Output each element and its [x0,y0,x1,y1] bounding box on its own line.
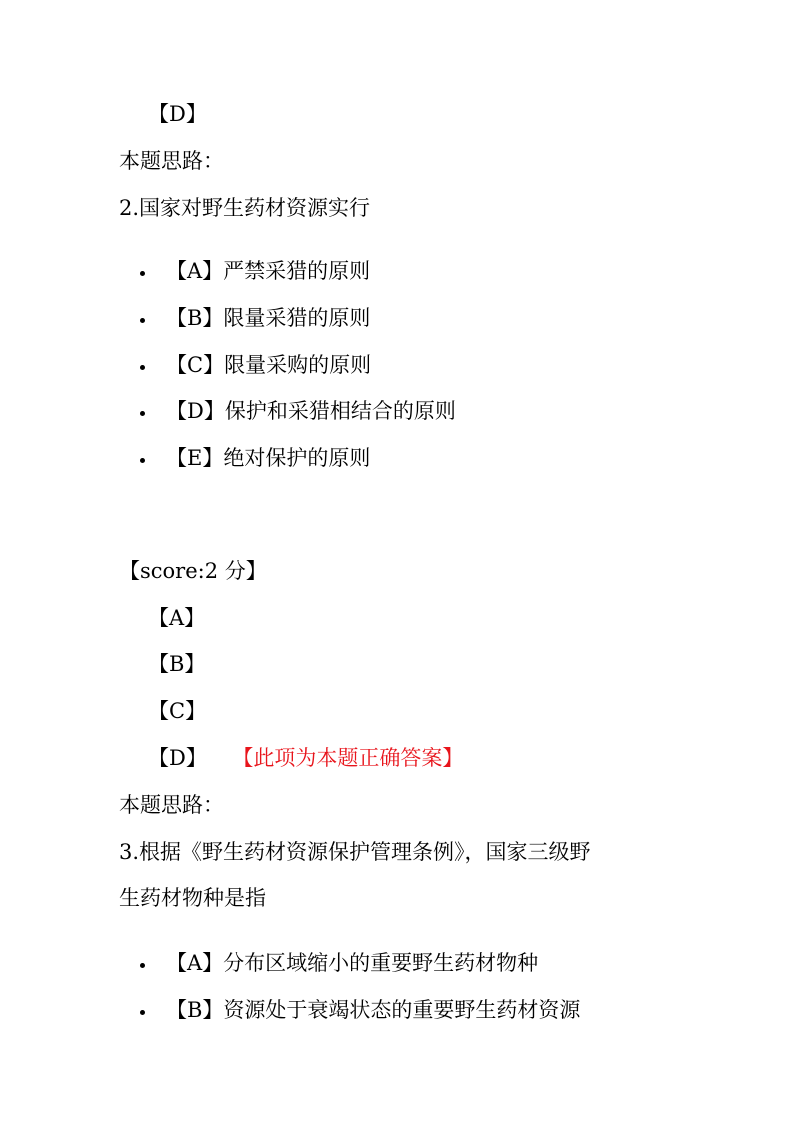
q2-answer-a: 【A】 [148,606,206,630]
q2-answer-b: 【B】 [148,652,206,676]
q3-stem-line2: 生药材物种是指 [119,886,266,910]
bullet-icon [140,1010,145,1015]
q3-option-b [140,997,580,1023]
q2-option-d-text: 【D】保护和采猎相结合的原则 [166,399,456,423]
bullet-icon [140,365,145,370]
q3-stem-line1: 3.根据《野生药材资源保护管理条例》，国家三级野 [119,840,591,864]
q2-option-c-text: 【C】限量采购的原则 [166,353,372,377]
q2-stem: 2.国家对野生药材资源实行 [119,196,371,220]
q2-option-e-text: 【E】绝对保护的原则 [166,446,371,470]
q3-option-a [140,950,538,976]
bullet-icon [140,271,145,276]
q2-thinking-label: 本题思路： [119,793,224,817]
q1-answer-d: 【D】 [148,102,207,126]
q3-option-b-text: 【B】资源处于衰竭状态的重要野生药材资源 [166,998,581,1022]
bullet-icon [140,963,145,968]
q1-thinking-label: 本题思路： [119,149,224,173]
q2-option-b [140,305,370,331]
q3-option-a-text: 【A】分布区域缩小的重要野生药材物种 [166,951,539,975]
bullet-icon [140,458,145,463]
q2-answer-c: 【C】 [148,699,207,723]
bullet-icon [140,411,145,416]
correct-answer-note: 【此项为本题正确答案】 [242,746,464,770]
q2-option-b-text: 【B】限量采猎的原则 [166,306,371,330]
q2-option-c [140,352,371,378]
q2-option-a-text: 【A】严禁采猎的原则 [166,259,371,283]
q2-option-e [140,445,370,471]
q2-score: 【score:2 分】 [119,559,267,583]
q2-answer-d: 【D】 [148,746,207,770]
bullet-icon [140,318,145,323]
q2-answer-d-row [148,745,463,771]
q2-option-d [140,398,456,424]
q2-option-a [140,258,370,284]
